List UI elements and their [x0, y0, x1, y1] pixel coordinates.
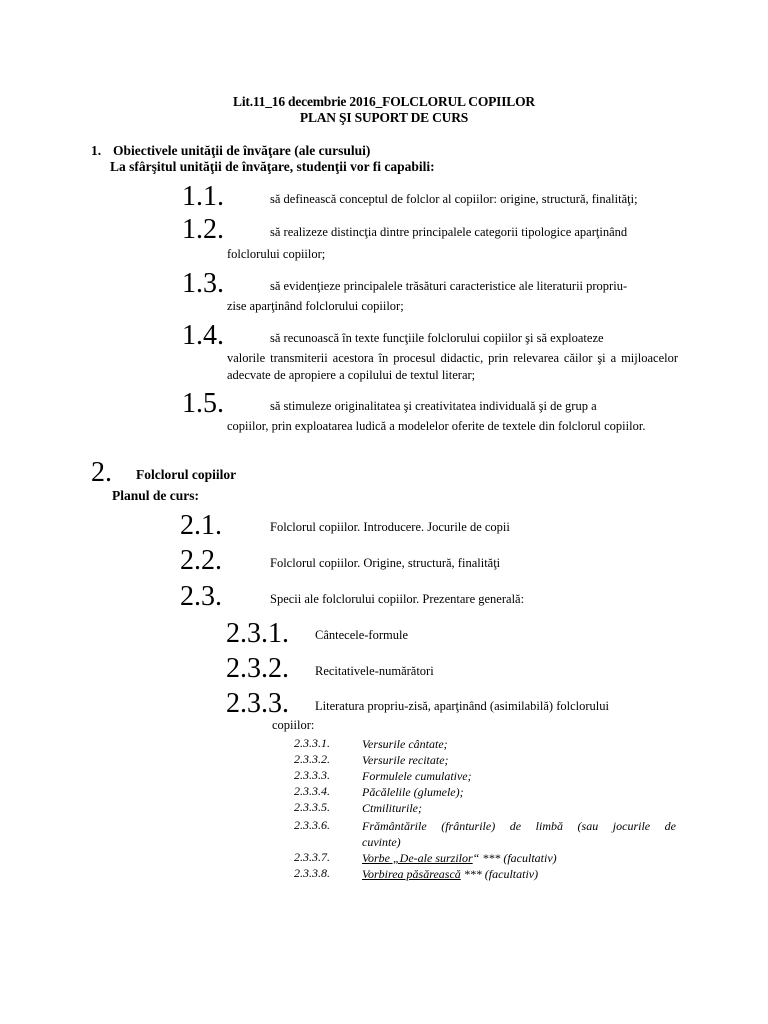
plan-item-number: 2.1. — [180, 510, 222, 541]
subspecies-number: 2.3.3.7. — [294, 850, 330, 864]
objective-text-cont: copiilor, prin exploatarea ludică a modelelor oferite de textele din folclorul copiilor. — [227, 419, 646, 433]
subspecies-text: Formulele cumulative; — [362, 769, 472, 783]
objective-text: să stimuleze originalitatea şi creativitatea individuală şi de grup a — [270, 399, 597, 413]
objective-text: să definească conceptul de folclor al copiilor: origine, structură, finalităţi; — [270, 192, 638, 206]
species-text: Cântecele-formule — [315, 628, 409, 642]
plan-item-text: Folclorul copiilor. Origine, structură, finalităţi — [270, 556, 501, 570]
document-title: Lit.11_16 decembrie 2016_FOLCLORUL COPIILOR — [233, 94, 535, 109]
objective-number: 1.4. — [182, 320, 224, 351]
subspecies-text: Versurile recitate; — [362, 753, 449, 767]
plan-item-number: 2.3. — [180, 581, 222, 612]
subspecies-text-cont: cuvinte) — [362, 835, 401, 849]
section-1-intro: La sfârşitul unităţii de învăţare, studenţii vor fi capabili: — [110, 159, 435, 174]
section-1-number: 1. — [91, 143, 102, 158]
objective-number: 1.2. — [182, 214, 224, 245]
section-2-number: 2. — [91, 457, 112, 488]
subspecies-text: Păcălelile (glumele); — [362, 785, 464, 799]
objective-number: 1.5. — [182, 388, 224, 419]
section-2-subtitle: Planul de curs: — [112, 488, 200, 503]
subspecies-text — [362, 850, 557, 866]
optional-note: “ *** (facultativ) — [472, 851, 557, 865]
species-number: 2.3.1. — [226, 618, 289, 649]
optional-note: *** (facultativ) — [460, 867, 539, 881]
subspecies-text: Versurile cântate; — [362, 737, 448, 751]
objective-number: 1.1. — [182, 181, 224, 212]
objective-number: 1.3. — [182, 268, 224, 299]
objective-text: să recunoască în texte funcţiile folclorului copiilor şi să exploateze — [270, 331, 604, 345]
species-text-cont: copiilor: — [272, 718, 315, 732]
objective-text-cont: zise aparţinând folclorului copiilor; — [227, 299, 404, 313]
subspecies-number: 2.3.3.4. — [294, 784, 330, 798]
subspecies-number: 2.3.3.8. — [294, 866, 330, 880]
objective-text-cont: valorile transmiterii acestora în procesul didactic, prin relevarea căilor şi a mijloacelor adecvate de apropiere a copilului de textul literar; — [227, 351, 678, 382]
objective-text: să evidenţieze principalele trăsături caracteristice ale literaturii propriu- — [270, 279, 628, 293]
subspecies-number: 2.3.3.2. — [294, 752, 330, 766]
section-1-title: Obiectivele unităţii de învăţare (ale cursului) — [113, 143, 371, 158]
species-number: 2.3.3. — [226, 688, 289, 719]
plan-item-number: 2.2. — [180, 545, 222, 576]
section-2-title: Folclorul copiilor — [136, 467, 237, 482]
subspecies-number: 2.3.3.3. — [294, 768, 330, 782]
objective-text: să realizeze distincţia dintre principalele categorii tipologice aparţinând — [270, 225, 628, 239]
species-number: 2.3.2. — [226, 653, 289, 684]
subspecies-text: Frământările (frânturile) de limbă (sau jocurile de — [362, 819, 676, 833]
species-text: Literatura propriu-zisă, aparţinând (asimilabilă) folclorului — [315, 699, 609, 713]
underlined-title: Vorbirea păsărească — [362, 867, 461, 881]
plan-item-text: Specii ale folclorului copiilor. Prezentare generală: — [270, 592, 525, 606]
subspecies-text: Ctmiliturile; — [362, 801, 422, 815]
underlined-title: Vorbe „De-ale surzilor — [362, 851, 473, 865]
document-subtitle: PLAN ŞI SUPORT DE CURS — [299, 110, 469, 125]
plan-item-text: Folclorul copiilor. Introducere. Jocurile de copii — [270, 520, 510, 534]
subspecies-number: 2.3.3.5. — [294, 800, 330, 814]
species-text: Recitativele-numărători — [315, 664, 434, 678]
subspecies-number: 2.3.3.1. — [294, 736, 330, 750]
objective-text-cont: folclorului copiilor; — [227, 247, 326, 261]
subspecies-number: 2.3.3.6. — [294, 818, 330, 832]
subspecies-text — [362, 866, 538, 882]
